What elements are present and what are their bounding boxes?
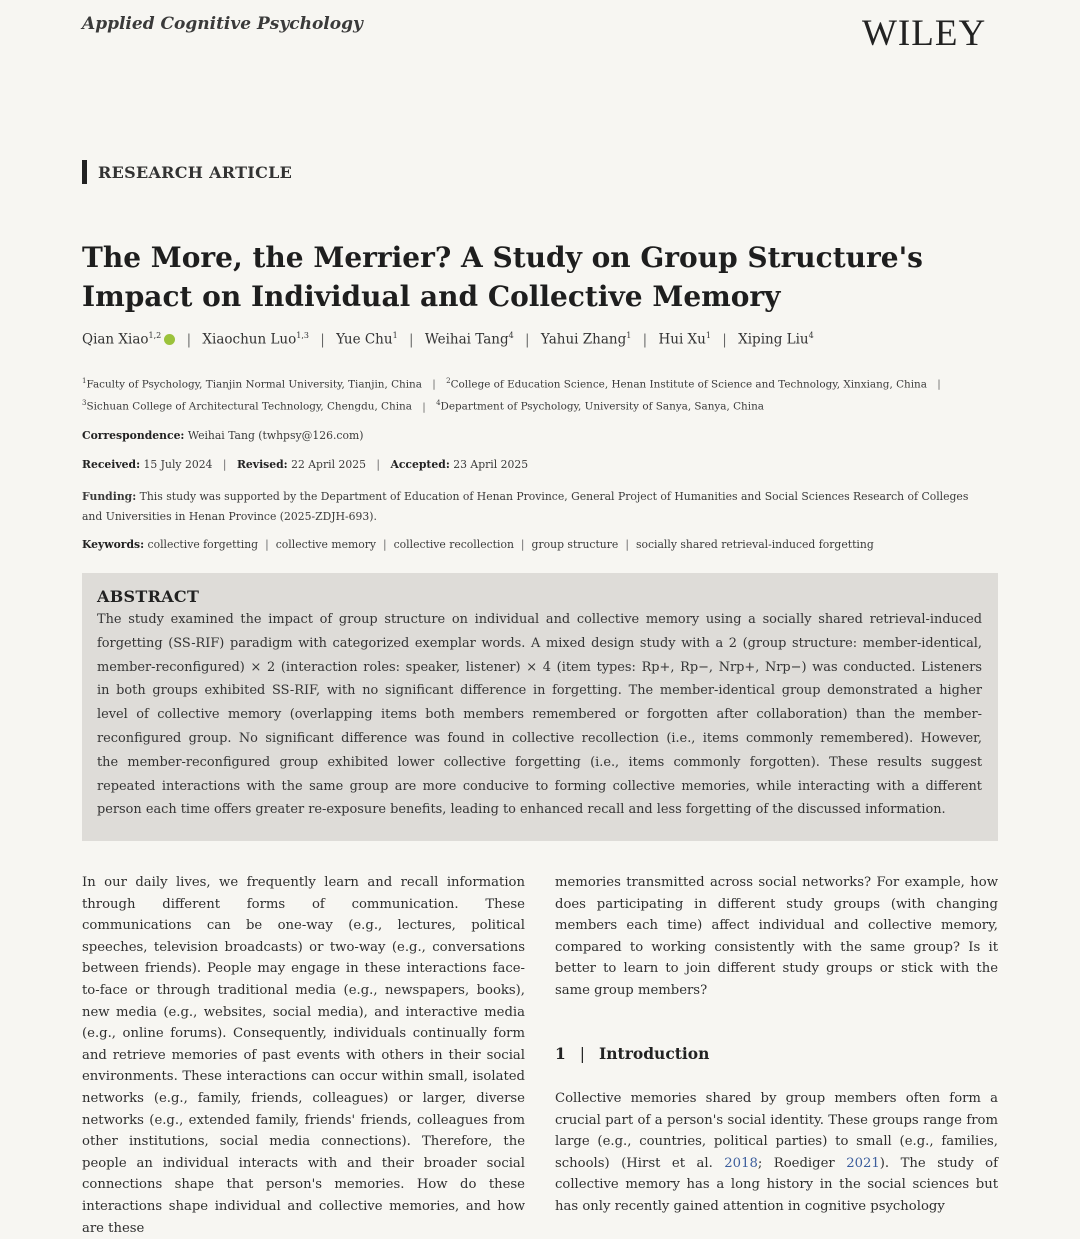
received-date: 15 July 2024 (143, 458, 213, 471)
journal-name: Applied Cognitive Psychology (82, 14, 363, 34)
funding: Funding: This study was supported by the Department of Education of Henan Province, General Project of Humanities and Social Sciences Research of Colleges and Universities in Henan Province (2025-ZDJH-693). (82, 490, 969, 523)
accepted-date: 23 April 2025 (453, 458, 529, 471)
body-paragraph: memories transmitted across social networks? For example, how does participating in different study groups (with changing members each time) affect individual and collective memory, compared to working consistently with the same group? Is it better to learn to join different study groups or stick with the same group members? (555, 875, 998, 998)
abstract-line: The study examined the impact of group structure on individual and collective memory using a socially shared retrieval-induced (97, 612, 982, 627)
article-dates: Received: 15 July 2024 | Revised: 22 April 2025 | Accepted: 23 April 2025 (82, 458, 529, 471)
section-heading: 1 | Introduction (555, 1044, 710, 1063)
author-affil-sup: 1 (626, 331, 632, 340)
intro-column (555, 1088, 998, 1218)
abstract-line: repeated interactions with the same group are more conducive to forming collective memories, while interacting with a different (97, 778, 982, 794)
intro-paragraph: Collective memories shared by group members often form a crucial part of a person's social identity. These groups range from large (e.g., countries, political parties) to small (e.g., families, schools) (Hirst et al. 2018; Roediger 2021). The study of collective memory has a long history in the social sciences but has only recently gained attention in cognitive psychology (555, 1091, 998, 1214)
citation-link[interactable]: 2018 (724, 1155, 758, 1171)
author-name[interactable]: Xiping Liu (738, 331, 809, 348)
body-left-column (82, 872, 525, 1239)
abstract-line: level of collective memory (overlapping items both members remembered or forgotten after collaboration) than the member- (97, 707, 982, 723)
author-name[interactable]: Xiaochun Luo (202, 331, 297, 348)
keyword[interactable]: collective forgetting (147, 538, 259, 551)
abstract-line: person each time offers greater re-exposure benefits, leading to enhanced recall and less forgetting of the discussed information. (97, 802, 946, 818)
affiliation: College of Education Science, Henan Institute of Science and Technology, Xinxiang, China (450, 378, 927, 391)
publisher-logo: WILEY (862, 13, 987, 54)
article-type-label (82, 160, 292, 184)
article-type-text: RESEARCH ARTICLE (98, 162, 293, 182)
article-title: The More, the Merrier? A Study on Group Structure's Impact on Individual and Collective Memory (82, 241, 923, 313)
author-affil-sup: 1,2 (148, 331, 162, 340)
author-name[interactable]: Hui Xu (658, 331, 706, 348)
author-name[interactable]: Yahui Zhang (540, 331, 627, 348)
author-affil-sup: 4 (808, 331, 814, 340)
citation-link[interactable]: 2021 (846, 1155, 880, 1171)
affiliations: $^1$Faculty of Psychology, Tianjin Normal University, Tianjin, China | $^2$College of Education Science, Henan Institute of Science and Technology, Xinxiang, China | $^3$Sichuan College of Architectural Technology, Chengdu, China | $^4$Department of Psychology, University of Sanya, Sanya, China (82, 377, 941, 413)
author-list: Qian Xiao$^{1,2}$ | Xiaochun Luo$^{1,3}$ | Yue Chu$^1$ | Weihai Tang$^4$ | Yahui Zhang$^1$ | Hui Xu$^1$ | Xiping Liu$^4$ (82, 331, 814, 348)
author-affil-sup: 1 (705, 331, 711, 340)
abstract-line: member-reconfigured) × 2 (interaction roles: speaker, listener) × 4 (item types: Rp+, Rp−, Nrp+, Nrp−) was conducted. Listeners (97, 659, 982, 675)
abstract-line: the member-reconfigured group exhibited lower collective forgetting (i.e., items commonly forgotten). These results suggest (97, 754, 982, 770)
keywords: Keywords: collective forgetting | collective memory | collective recollection | group structure | socially shared retrieval-induced forgetting (82, 538, 874, 551)
author-affil-sup: 1,3 (296, 331, 309, 340)
keyword[interactable]: group structure (531, 538, 619, 551)
abstract-line: forgetting (SS-RIF) paradigm with categorized exemplar words. A mixed design study with a 2 (group structure: member-identical, (97, 635, 982, 651)
orcid-icon[interactable] (164, 334, 175, 345)
body-right-column (555, 872, 998, 1002)
keyword[interactable]: collective memory (275, 538, 376, 551)
section-title: Introduction (599, 1044, 710, 1063)
abstract-heading: ABSTRACT (97, 587, 200, 606)
author-affil-sup: 4 (508, 331, 514, 340)
keyword[interactable]: socially shared retrieval-induced forgetting (635, 538, 874, 551)
section-bar (82, 160, 87, 184)
affiliation: Sichuan College of Architectural Technology, Chengdu, China (86, 400, 412, 413)
abstract-line: reconfigured group. No significant difference was found in collective recollection (i.e., items commonly remembered). However, (97, 730, 982, 746)
correspondence-text[interactable]: Weihai Tang (twhpsy@126.com) (187, 429, 364, 442)
section-number: 1 (555, 1044, 566, 1063)
author-name[interactable]: Weihai Tang (424, 331, 509, 348)
affiliation: Department of Psychology, University of Sanya, Sanya, China (440, 400, 764, 413)
author-name[interactable]: Yue Chu (336, 331, 393, 348)
revised-date: 22 April 2025 (291, 458, 366, 471)
affiliation: Faculty of Psychology, Tianjin Normal University, Tianjin, China (86, 378, 422, 391)
abstract-box (82, 573, 998, 841)
correspondence: Correspondence: Weihai Tang (twhpsy@126.com) (82, 429, 364, 442)
author-name[interactable]: Qian Xiao (82, 331, 149, 348)
author-affil-sup: 1 (392, 331, 398, 340)
abstract-line: in both groups exhibited SS-RIF, with no significant difference in forgetting. The member-identical group demonstrated a higher (97, 683, 982, 699)
body-paragraph: In our daily lives, we frequently learn and recall information through different forms of communication. These communications can be one-way (e.g., lectures, political speeches, television broadcasts) or two-way (e.g., conversations between friends). People may engage in these interactions face-to-face or through traditional media (e.g., newspapers, books), new media (e.g., websites, social media), and interactive media (e.g., online forums). Consequently, individuals continually form and retrieve memories of past events with others in their social environments. These interactions can occur within small, isolated networks (e.g., family, friends, colleagues) or larger, diverse networks (e.g., extended family, friends' friends, colleagues from other institutions, social media connections). Therefore, the people an individual interacts with and their broader social connections shape that person's memories. How do these interactions shape individual and collective memories, and how are these (82, 875, 525, 1236)
keyword[interactable]: collective recollection (393, 538, 514, 551)
funding-text: This study was supported by the Department of Education of Henan Province, General Project of Humanities and Social Sciences Research of Colleges and Universities in Henan Province (2025-ZDJH-693). (82, 490, 969, 523)
